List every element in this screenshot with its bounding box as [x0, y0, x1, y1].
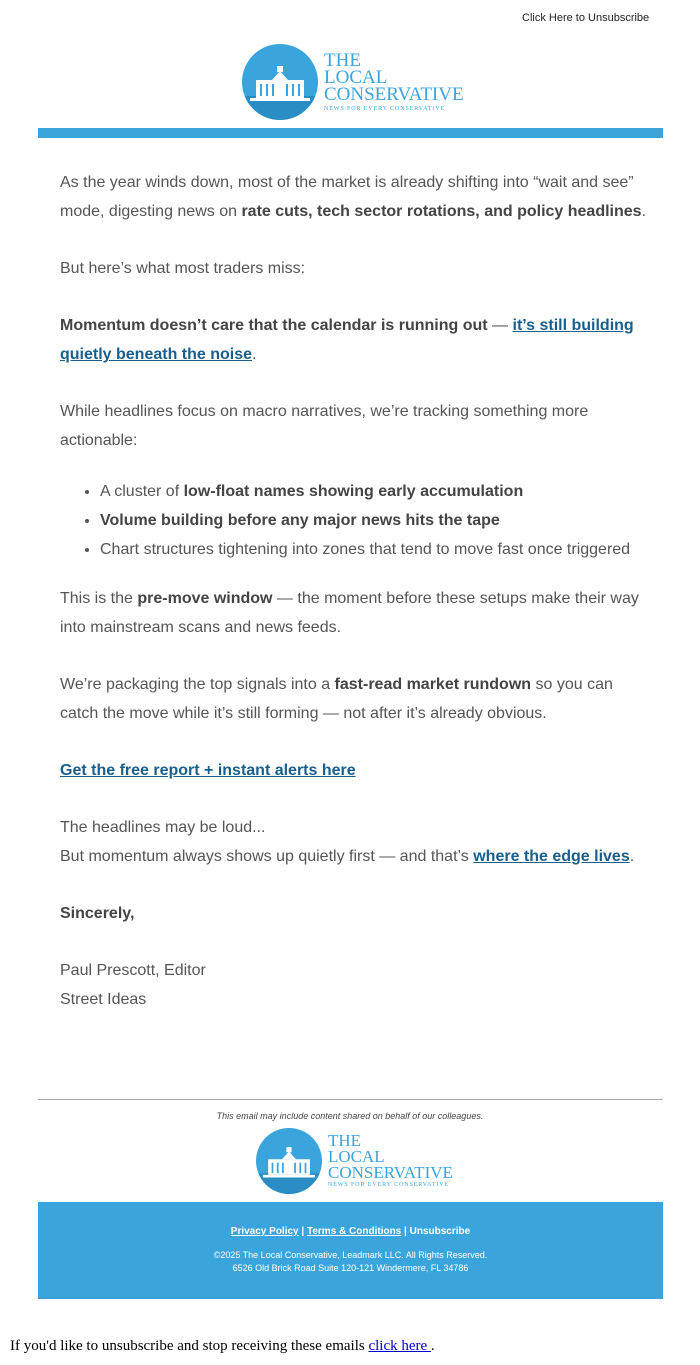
sign-off: Sincerely, [60, 905, 135, 922]
signer-org: Street Ideas [60, 991, 147, 1008]
list-item: • Chart structures tightening into zones that tend to move fast once triggered [100, 535, 650, 564]
paragraph-rundown: We’re packaging the top signals into a fast-read market rundown so you can catch the move while it’s still forming — not after it’s already obvious. [60, 676, 613, 722]
signature [60, 956, 650, 1014]
footer-links [38, 1226, 663, 1237]
email-body [60, 168, 650, 1042]
footer-copyright-block [38, 1249, 663, 1275]
paragraph-pre-move: This is the pre-move window — the moment before these setups make their way into mainstream scans and news feeds. [60, 590, 639, 636]
terms-link[interactable]: Terms & Conditions [306, 1226, 402, 1237]
edge-link[interactable]: where the edge lives [473, 848, 630, 865]
brand-tagline: NEWS FOR EVERY CONSERVATIVE [324, 105, 445, 112]
free-report-link[interactable]: Get the free report + instant alerts here [60, 762, 356, 779]
paragraph-momentum: Momentum doesn’t care that the calendar is running out — it’s still building quietly beneath the noise. [60, 317, 634, 363]
capitol-building-icon [256, 1128, 322, 1194]
privacy-policy-link[interactable]: Privacy Policy [230, 1226, 299, 1237]
brand-logo-header[interactable] [242, 44, 464, 120]
footer-separator: | [301, 1226, 305, 1237]
footer-divider [38, 1099, 663, 1100]
footer-panel [38, 1202, 663, 1299]
list-item: • A cluster of low-float names showing early accumulation [100, 477, 650, 506]
brand-name-line2: LOCAL [328, 1146, 385, 1166]
brand-name-line3: CONSERVATIVE [324, 84, 464, 106]
brand-tagline: NEWS FOR EVERY CONSERVATIVE [328, 1182, 449, 1189]
momentum-link[interactable]: it’s still building quietly beneath the noise [60, 317, 634, 363]
header-divider-bar [38, 128, 663, 138]
footer-separator: | [404, 1226, 407, 1237]
paragraph-cta [60, 756, 650, 785]
paragraph-closing: The headlines may be loud... But momentum always shows up quietly first — and that’s where the edge lives. [60, 819, 635, 865]
footer-unsubscribe-label[interactable]: Unsubscribe [409, 1226, 471, 1237]
brand-name-line1: THE [328, 1131, 362, 1151]
paragraph-tracking: While headlines focus on macro narratives, we’re tracking something more actionable: [60, 403, 589, 449]
top-unsubscribe-link[interactable]: Click Here to Unsubscribe [522, 12, 650, 24]
bottom-unsubscribe-link[interactable]: click here [368, 1338, 431, 1354]
brand-wordmark [324, 49, 464, 113]
paragraph-intro: As the year winds down, most of the market is already shifting into “wait and see” mode, digesting news on rate cuts, tech sector rotations, and policy headlines. [60, 174, 647, 220]
paragraph-traders-miss: But here’s what most traders miss: [60, 260, 306, 277]
address-text: 6526 Old Brick Road Suite 120-121 Windermere, FL 34786 [232, 1263, 469, 1273]
copyright-text: ©2025 The Local Conservative, Leadmark LLC. All Rights Reserved. [213, 1250, 488, 1260]
brand-wordmark [328, 1133, 453, 1188]
bottom-unsubscribe-line: If you'd like to unsubscribe and stop receiving these emails click here . [10, 1338, 435, 1354]
brand-name-line3: CONSERVATIVE [328, 1162, 453, 1182]
footer-disclaimer: This email may include content shared on behalf of our colleagues. [216, 1111, 484, 1121]
brand-logo-footer[interactable] [256, 1128, 453, 1194]
list-item: • Volume building before any major news hits the tape [100, 506, 650, 535]
brand-name-line2: LOCAL [324, 67, 388, 88]
signal-list [60, 477, 650, 564]
signer-name: Paul Prescott, Editor [60, 962, 206, 979]
capitol-building-icon [242, 44, 318, 120]
brand-name-line1: THE [324, 49, 361, 71]
